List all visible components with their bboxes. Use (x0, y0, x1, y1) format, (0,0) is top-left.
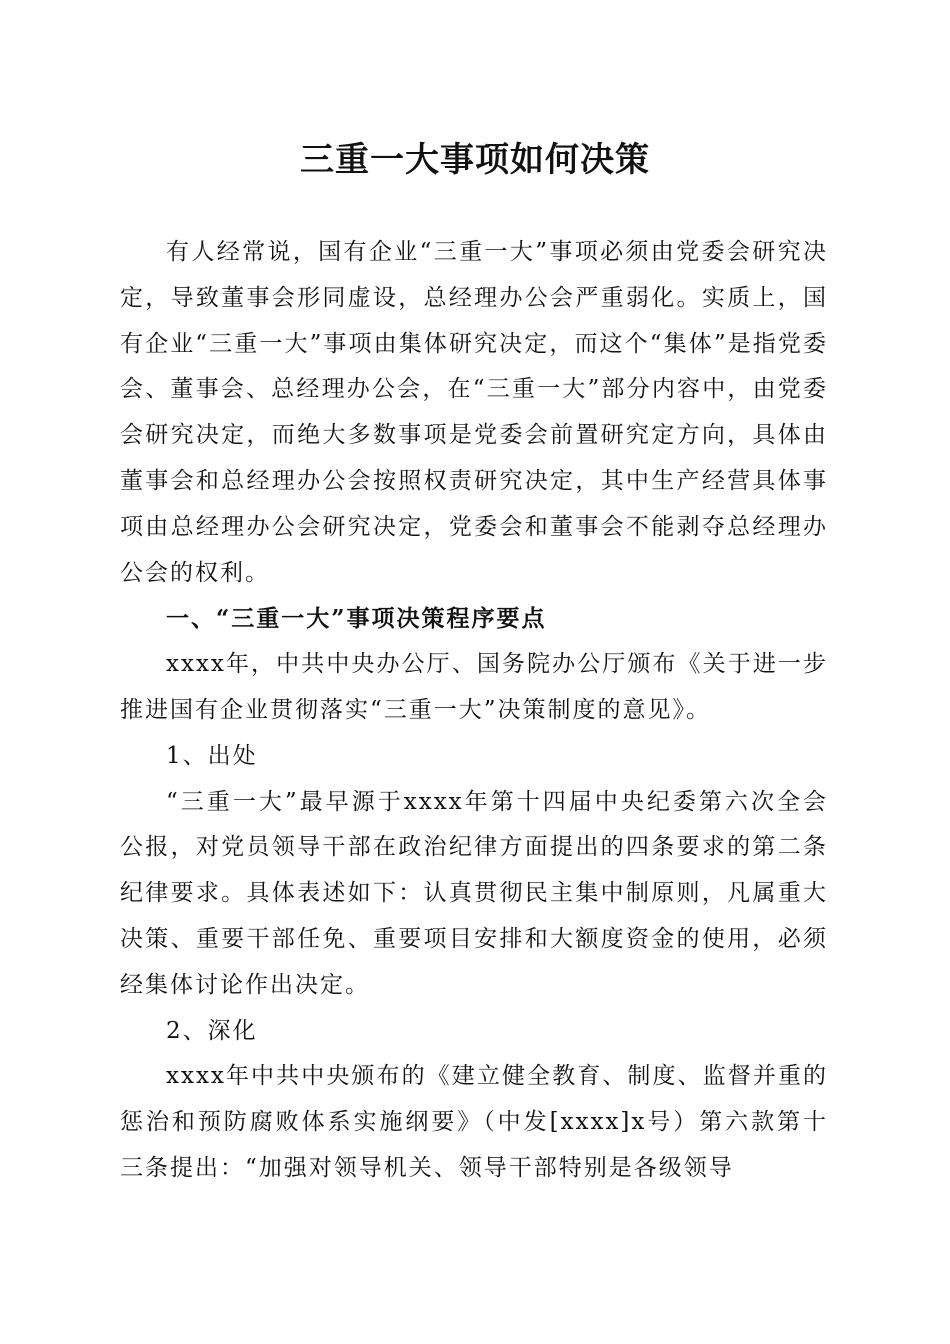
subheading-deepen: 2、深化 (166, 1017, 258, 1044)
document-body (120, 230, 828, 1192)
paragraph-intro: 有人经常说，国有企业“三重一大”事项必须由党委会研究决定，导致董事会形同虚设，总经理办公会严重弱化。实质上，国有企业“三重一大”事项由集体研究决定，而这个“集体”是指党委会、董事会、总经理办公会，在“三重一大”部分内容中，由党委会研究决定，而绝大多数事项是党委会前置研究定方向，具体由董事会和总经理办公会按照权责研究决定，其中生产经营具体事项由总经理办公会研究决定，党委会和董事会不能剥夺总经理办公会的权利。 (120, 239, 828, 586)
section-heading-1: 一、“三重一大”事项决策程序要点 (166, 605, 547, 633)
paragraph-opinion: xxxx年，中共中央办公厅、国务院办公厅颁布《关于进一步推进国有企业贯彻落实“三重一大”决策制度的意见》。 (120, 651, 828, 723)
paragraph-origin: “三重一大”最早源于xxxx年第十四届中央纪委第六次全会公报，对党员领导干部在政治纪律方面提出的四条要求的第二条纪律要求。具体表述如下：认真贯彻民主集中制原则，凡属重大决策、重要干部任免、重要项目安排和大额度资金的使用，必须经集体讨论作出决定。 (120, 788, 828, 998)
paragraph-deepen: xxxx年中共中央颁布的《建立健全教育、制度、监督并重的惩治和预防腐败体系实施纲要》（中发[xxxx]x号）第六款第十三条提出：“加强对领导机关、领导干部特别是各级领导 (120, 1063, 828, 1181)
subheading-origin: 1、出处 (166, 742, 258, 769)
document-title: 三重一大事项如何决策 (300, 140, 650, 180)
